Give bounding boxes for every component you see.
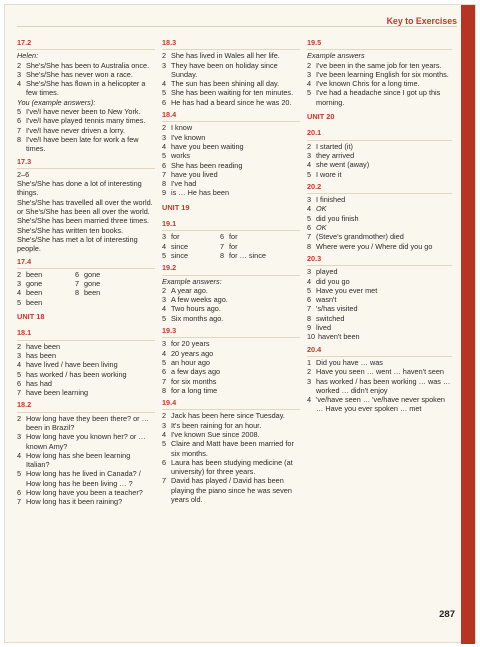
answer-item: 9 is … He has been — [162, 188, 230, 198]
column-2 — [162, 38, 300, 504]
answer-item: 4 20 years ago — [162, 348, 214, 358]
header-title: Key to Exercises — [386, 16, 457, 26]
answer-item: 4 The sun has been shining all day. — [162, 79, 280, 89]
answer-item: 7 gone — [75, 279, 101, 289]
answer-item: She's/She has met a lot of interesting people. — [17, 234, 138, 254]
answer-item: 6 a few days ago — [162, 367, 221, 377]
answer-item: 2 I know — [162, 123, 193, 133]
answer-item: 7 (Steve's grandmother) died — [307, 232, 404, 242]
answer-item: She's/She has been married three times. — [17, 216, 149, 226]
answer-grid — [17, 270, 155, 307]
answer-item: 3 they arrived — [307, 150, 355, 160]
answer-item: 4 I've known Chris for a long time. — [307, 79, 420, 89]
answer-item: She's/She has done a lot of interesting things. — [17, 179, 142, 198]
section-heading: 18.4 — [162, 107, 300, 122]
unit-heading: UNIT 18 — [17, 312, 45, 322]
example-label: You (example answers): — [17, 97, 96, 107]
answer-item: 5 How long has he lived in Canada? / How long has he been living … ? — [17, 469, 141, 488]
answer-item: 2 been — [17, 269, 43, 279]
answer-item: 7 David has played / David has been playing the piano since he was seven years old. — [162, 476, 292, 505]
answer-item: 4 have lived / have been living — [17, 360, 118, 370]
section-heading: 19.3 — [162, 323, 300, 338]
column-3 — [307, 38, 452, 414]
answer-item: 8 I've/I have been late for work a few times. — [17, 134, 139, 154]
answer-item: 3 She's/She has never won a race. — [17, 69, 133, 79]
answer-item: 6 How long have you been a teacher? — [17, 488, 143, 498]
section-heading: 19.4 — [162, 395, 300, 410]
answer-item: 4 have you been waiting — [162, 141, 244, 151]
example-label: Helen: — [17, 51, 39, 61]
answer-item: 3 has worked / has been working … was … worked … didn't enjoy — [307, 376, 451, 395]
answer-item: 7 for six months — [162, 376, 217, 386]
answer-item: 3 I've been learning English for six months. — [307, 69, 449, 79]
answer-item: 9 lived — [307, 323, 332, 333]
answer-item: 6 I've/I have played tennis many times. — [17, 116, 146, 126]
running-header — [5, 11, 457, 25]
section-heading: 18.3 — [162, 38, 300, 50]
page — [4, 4, 476, 643]
answer-item: 2 A year ago. — [162, 285, 208, 295]
answer-item: 6 Laura has been studying medicine (at university) for three years. — [162, 457, 293, 477]
answer-item: 3 gone — [17, 279, 43, 289]
answer-item: 7 I've/I have never driven a lorry. — [17, 125, 125, 135]
answer-item: 8 I've had — [162, 179, 197, 189]
answer-item: 4 did you go — [307, 276, 350, 286]
answer-item: 8 for … since — [220, 250, 266, 260]
answer-item: 2 have been — [17, 341, 61, 351]
section-heading: 20.4 — [307, 342, 452, 357]
section-heading: 19.5 — [307, 38, 452, 50]
answer-item: 7 How long has it been raining? — [17, 497, 123, 507]
answer-item: 5 did you finish — [307, 213, 359, 223]
answer-item: 6 OK — [307, 223, 327, 233]
answer-item: 8 switched — [307, 313, 345, 323]
answer-item: 6 has had — [17, 378, 52, 388]
answer-item: 4 She's/She has flown in a helicopter a few times. — [17, 79, 146, 98]
section-heading: 19.2 — [162, 260, 300, 275]
answer-item: 2 How long have they been there? or … been in Brazil? — [17, 413, 149, 432]
example-label: Example answers — [307, 51, 365, 61]
answer-item: 5 been — [17, 297, 43, 307]
answer-item: 7 for — [220, 241, 238, 251]
answer-item: 3 A few weeks ago. — [162, 295, 228, 305]
answer-item: 4 I've known Sue since 2008. — [162, 429, 260, 439]
answer-item: 4 Two hours ago. — [162, 304, 221, 314]
answer-item: 2 Have you seen … went … haven't seen — [307, 367, 444, 377]
answer-item: 6 for — [220, 232, 238, 242]
answer-range: 2–6 — [17, 169, 30, 179]
header-rule — [17, 26, 457, 27]
answer-item: 8 been — [75, 288, 101, 298]
answer-item: 8 Where were you / Where did you go — [307, 241, 433, 251]
answer-item: 5 Have you ever met — [307, 285, 378, 295]
answer-item: She's/She has written ten books. — [17, 225, 124, 235]
answer-item: 2 She has lived in Wales all her life. — [162, 51, 280, 61]
section-heading: 20.3 — [307, 251, 452, 266]
answer-item: 7 's/has visited — [307, 304, 358, 314]
answer-item: 10 haven't been — [307, 332, 360, 342]
answer-item: 6 He has had a beard since he was 20. — [162, 97, 292, 107]
answer-item: 4 she went (away) — [307, 160, 370, 170]
answer-item: 4 since — [162, 241, 189, 251]
answer-item: 2 She's/She has been to Australia once. — [17, 60, 150, 70]
answer-item: 2 I've been in the same job for ten years. — [307, 60, 442, 70]
answer-item: 5 I've/I have never been to New York. — [17, 107, 141, 117]
answer-item: 3 for — [162, 232, 180, 242]
example-label: Example answers: — [162, 276, 222, 286]
answer-item: 3 I finished — [307, 195, 346, 205]
answer-item: 3 How long have you known her? or … known Amy? — [17, 432, 146, 451]
answer-item: 8 for a long time — [162, 385, 218, 395]
answer-item: 4 How long has she been learning Italian? — [17, 450, 131, 470]
unit-heading: UNIT 20 — [307, 112, 335, 122]
answer-item: 4 been — [17, 288, 43, 298]
section-heading: 17.3 — [17, 154, 155, 169]
section-heading: 17.2 — [17, 38, 155, 50]
answer-item: 6 She has been reading — [162, 160, 243, 170]
answer-item: 3 It's been raining for an hour. — [162, 420, 262, 430]
answer-item: 3 They have been on holiday since Sunday. — [162, 60, 278, 79]
answer-item: 5 an hour ago — [162, 357, 210, 367]
answer-item: 5 since — [162, 250, 189, 260]
answer-item: 5 has worked / has been working — [17, 369, 127, 379]
answer-item: 3 I've known — [162, 132, 206, 142]
answer-item: 5 I've had a headache since I got up this morning. — [307, 88, 441, 107]
answer-item: 7 have been learning — [17, 388, 89, 398]
answer-item: 3 played — [307, 267, 338, 277]
answer-item: 5 She has been waiting for ten minutes. — [162, 88, 294, 98]
answer-item: 5 works — [162, 151, 191, 161]
unit-heading: UNIT 19 — [162, 202, 190, 212]
answer-item: 1 Did you have … was — [307, 357, 383, 367]
answer-item: 2 I started (it) — [307, 141, 353, 151]
answer-grid — [162, 232, 300, 260]
answer-item: She's/She has travelled all over the world. or She's/She has been all over the world. — [17, 197, 153, 217]
answer-item: 7 have you lived — [162, 169, 218, 179]
answer-item: 2 Jack has been here since Tuesday. — [162, 411, 285, 421]
section-heading: 20.2 — [307, 179, 452, 194]
section-heading: 18.2 — [17, 397, 155, 412]
answer-item: 4 've/have seen … 've/have never spoken … Have you ever spoken … met — [307, 395, 445, 414]
page-edge-tab — [461, 5, 475, 644]
answer-item: 4 OK — [307, 204, 327, 214]
answer-item: 5 Claire and Matt have been married for six months. — [162, 439, 294, 458]
answer-item: 6 wasn't — [307, 295, 337, 305]
section-heading: 20.1 — [307, 125, 452, 140]
answer-item: 3 for 20 years — [162, 339, 210, 349]
answer-item: 5 Six months ago. — [162, 313, 224, 323]
column-1 — [17, 38, 155, 507]
answer-item: 6 gone — [75, 269, 101, 279]
answer-item: 5 I wore it — [307, 169, 342, 179]
answer-item: 3 has been — [17, 350, 57, 360]
section-heading: 18.1 — [17, 325, 155, 340]
section-heading: 17.4 — [17, 254, 155, 269]
section-heading: 19.1 — [162, 216, 300, 231]
page-number: 287 — [439, 609, 455, 620]
